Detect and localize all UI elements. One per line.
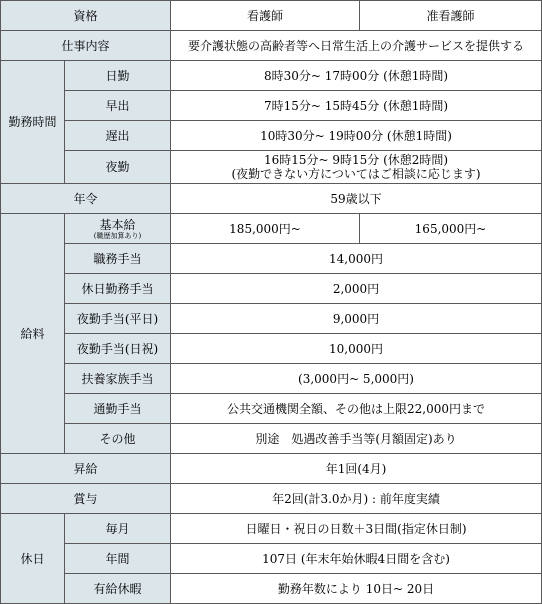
salary-row-holiday-work [1,274,542,304]
salary-family-label: 扶養家族手当 [65,364,171,394]
raise-row [1,454,542,484]
job-value: 要介護状態の高齢者等へ日常生活上の介護サービスを提供する [171,31,542,61]
hours-early-label: 早出 [65,91,171,121]
salary-row-commute [1,394,542,424]
salary-night-weekday-value: 9,000円 [171,304,542,334]
salary-base-row [1,214,542,244]
hours-row-day [1,61,542,91]
salary-base-label-cell [65,214,171,244]
hours-row-night [1,151,542,184]
salary-row-night-holiday [1,334,542,364]
holiday-paid-label: 有給休暇 [65,574,171,604]
hours-late-value: 10時30分~ 19時00分 (休憩1時間) [171,121,542,151]
hours-day-label: 日勤 [65,61,171,91]
salary-base-nurse: 185,000円~ [171,214,360,244]
hours-label: 勤務時間 [1,61,65,184]
holiday-row-monthly [1,514,542,544]
age-value: 59歳以下 [171,184,542,214]
holiday-monthly-value: 日曜日・祝日の日数＋3日間(指定休日制) [171,514,542,544]
hours-day-value: 8時30分~ 17時00分 (休憩1時間) [171,61,542,91]
salary-base-assistant: 165,000円~ [360,214,542,244]
raise-value: 年1回(4月) [171,454,542,484]
salary-row-night-weekday [1,304,542,334]
hours-night-cell [171,151,542,184]
bonus-value: 年2回(計3.0か月) : 前年度実績 [171,484,542,514]
salary-holiday-work-label: 休日勤務手当 [65,274,171,304]
holiday-row-annual [1,544,542,574]
salary-base-label: 基本給 [99,217,136,232]
salary-commute-value: 公共交通機関全額、その他は上限22,000円まで [171,394,542,424]
bonus-row [1,484,542,514]
holiday-paid-value: 勤務年数により 10日~ 20日 [171,574,542,604]
salary-night-holiday-label: 夜勤手当(日祝) [65,334,171,364]
salary-row-family [1,364,542,394]
job-row [1,31,542,61]
assistant-nurse-header: 准看護師 [360,1,542,31]
hours-night-label: 夜勤 [65,151,171,184]
salary-other-value: 別途 処遇改善手当等(月額固定)あり [171,424,542,454]
age-row [1,184,542,214]
salary-night-holiday-value: 10,000円 [171,334,542,364]
salary-other-label: その他 [65,424,171,454]
header-row [1,1,542,31]
raise-label: 昇給 [1,454,171,484]
holiday-annual-value: 107日 (年末年始休暇4日間を含む) [171,544,542,574]
salary-duty-value: 14,000円 [171,244,542,274]
salary-night-weekday-label: 夜勤手当(平日) [65,304,171,334]
salary-base-note: (職歴加算あり) [93,231,142,240]
holiday-annual-label: 年間 [65,544,171,574]
hours-night-note: (夜勤できない方についてはご相談に応じます) [231,167,481,181]
salary-row-other [1,424,542,454]
salary-commute-label: 通勤手当 [65,394,171,424]
hours-early-value: 7時15分~ 15時45分 (休憩1時間) [171,91,542,121]
bonus-label: 賞与 [1,484,171,514]
hours-night-value: 16時15分~ 9時15分 (休憩2時間) [263,153,449,167]
age-label: 年令 [1,184,171,214]
salary-holiday-work-value: 2,000円 [171,274,542,304]
qualification-label: 資格 [1,1,171,31]
salary-label: 給料 [1,214,65,454]
salary-duty-label: 職務手当 [65,244,171,274]
hours-row-early [1,91,542,121]
nurse-header: 看護師 [171,1,360,31]
holiday-monthly-label: 毎月 [65,514,171,544]
salary-row-duty [1,244,542,274]
holidays-label: 休日 [1,514,65,604]
hours-row-late [1,121,542,151]
salary-family-value: (3,000円~ 5,000円) [171,364,542,394]
holiday-row-paid [1,574,542,604]
hours-late-label: 遅出 [65,121,171,151]
job-label: 仕事内容 [1,31,171,61]
